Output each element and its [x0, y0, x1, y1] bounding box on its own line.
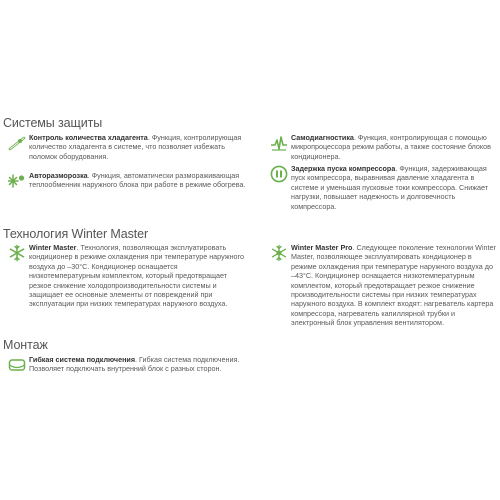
feature-text: [291, 243, 497, 328]
feature-text: [29, 355, 249, 374]
feature-text: [291, 164, 497, 211]
feature-compressor-delay: [270, 164, 496, 211]
defrost-snowflake-sun-icon: [8, 172, 26, 190]
feature-description: . Гибкая система подключения. Позволяет подключать внутренний блок с разных сторон.: [29, 355, 240, 374]
feature-refrigerant-control: [8, 134, 248, 164]
feature-description: . Технология, позволяющая эксплуатировать кондиционер в режиме охлаждения при температуре наружного воздуха до –30°С. Кондиционер оснащается низкотемпературным комплектом, который предотвращает резкое снижение холодопроизводительности системы и защищает ее основные элементы от повреждений при эксплуатации при низких температурах наружного воздуха.: [29, 243, 244, 309]
feature-winter-master: [8, 244, 248, 316]
feature-description: . Функция, автоматически размораживающая теплообменник наружного блока при работе в режиме обогрева.: [29, 171, 246, 190]
winter-snowflake-icon: [8, 244, 26, 262]
feature-title: Авторазморозка: [29, 171, 88, 180]
section-title-mount: Монтаж: [3, 338, 48, 352]
feature-title: Winter Master: [29, 243, 77, 252]
feature-auto-defrost: [8, 172, 248, 202]
winter-snowflake-pro-icon: [270, 244, 288, 262]
feature-description: . Функция, контролирующая с помощью микропроцессора режим работы, а также состояние блоков кондиционера.: [291, 133, 491, 161]
feature-title: Гибкая система подключения: [29, 355, 136, 364]
feature-title: Контроль количества хладагента: [29, 133, 148, 142]
feature-description: . Функция, задерживающая пуск компрессора, выравнивая давление хладагента в системе и уменьшая пусковые токи компрессора. Снижает нагрузки, повышает надежность и долговечность компрессора.: [291, 164, 489, 211]
feature-text: [291, 133, 497, 161]
pause-circle-icon: [270, 165, 288, 183]
section-title-winter-master: Технология Winter Master: [3, 227, 149, 241]
feature-text: [29, 133, 249, 161]
feature-self-diagnostics: [270, 134, 496, 164]
feature-title: Самодиагностика: [291, 133, 354, 142]
feature-title: Winter Master Pro: [291, 243, 353, 252]
feature-description: . Следующее поколение технологии Winter Master, позволяющее эксплуатировать кондиционер в режиме охлаждения при температуре наружного воздуха до –43°С. Кондиционер оснащается низкотемпературным комплектом, который предотвращает резкое снижение производительности системы при низких температурах наружного воздуха. В комплект входят: нагреватель картера компрессора, нагреватель капиллярной трубки и электронный блок управления вентилятором.: [291, 243, 496, 328]
feature-title: Задержка пуска компрессора: [291, 164, 396, 173]
feature-description: . Функция, контролирующая количество хладагента в системе, что позволяет избежать поломок оборудования.: [29, 133, 242, 161]
flexible-connection-icon: [8, 356, 26, 374]
feature-winter-master-pro: [270, 244, 496, 326]
feature-text: [29, 243, 249, 309]
diagnostics-pulse-icon: [270, 134, 288, 152]
refrigerant-pipe-icon: [8, 134, 26, 152]
section-title-protection: Системы защиты: [3, 116, 103, 130]
feature-text: [29, 171, 249, 190]
feature-flexible-connection: [8, 356, 248, 386]
